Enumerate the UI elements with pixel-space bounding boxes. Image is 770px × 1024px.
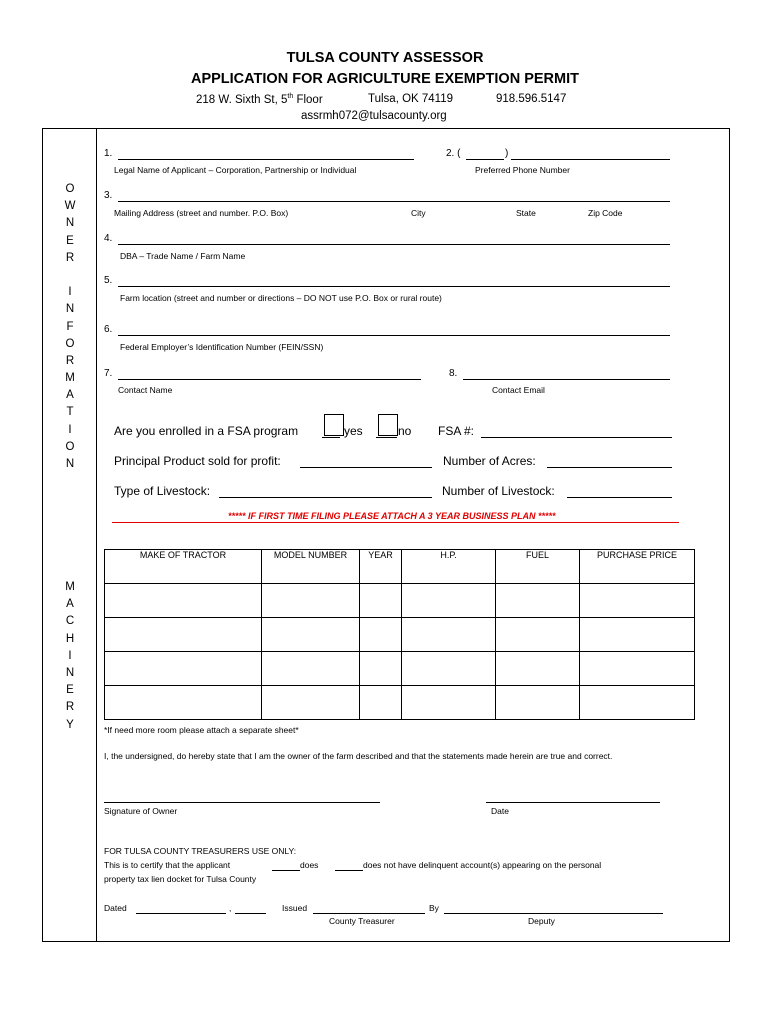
side-letter: N — [65, 303, 75, 316]
side-letter: N — [65, 217, 75, 230]
fuel-cell[interactable] — [496, 584, 580, 618]
dated-field[interactable] — [136, 913, 226, 914]
notice-underline — [112, 522, 679, 523]
side-letter: M — [65, 372, 75, 385]
livestock-type-field[interactable] — [219, 497, 432, 498]
year-cell[interactable] — [360, 584, 402, 618]
header-model: MODEL NUMBER — [262, 550, 360, 584]
dated-comma: , — [229, 903, 232, 913]
field-4-number: 4. — [104, 233, 113, 244]
make-cell[interactable] — [105, 618, 262, 652]
side-letter: E — [66, 234, 74, 247]
treasurer-line2: property tax lien docket for Tulsa County — [104, 874, 257, 884]
farm-location-field[interactable] — [118, 286, 670, 287]
table-row — [105, 618, 695, 652]
principal-product-label: Principal Product sold for profit: — [114, 454, 281, 468]
city-caption: City — [411, 208, 426, 218]
agency-address: 218 W. Sixth St, 5th Floor — [196, 93, 323, 106]
business-plan-notice: ***** IF FIRST TIME FILING PLEASE ATTACH A 3 YEAR BUSINESS PLAN ***** — [228, 511, 556, 521]
fsa-no-label: no — [398, 424, 412, 438]
fuel-cell[interactable] — [496, 652, 580, 686]
field-6-number: 6. — [104, 324, 113, 335]
acres-label: Number of Acres: — [443, 454, 536, 468]
treasurer-heading: FOR TULSA COUNTY TREASURERS USE ONLY: — [104, 846, 297, 856]
hp-cell[interactable] — [402, 584, 496, 618]
side-letter: C — [65, 615, 75, 628]
model-cell[interactable] — [262, 686, 360, 720]
side-letter: N — [65, 666, 75, 679]
side-letter: A — [66, 598, 74, 611]
machinery-side-label — [60, 579, 80, 734]
make-cell[interactable] — [105, 652, 262, 686]
deputy-field[interactable] — [444, 913, 663, 914]
does-field[interactable] — [272, 870, 300, 871]
does-not-field[interactable] — [335, 870, 363, 871]
form-title: APPLICATION FOR AGRICULTURE EXEMPTION PERMIT — [190, 71, 579, 87]
price-cell[interactable] — [580, 584, 695, 618]
year-cell[interactable] — [360, 652, 402, 686]
make-cell[interactable] — [105, 584, 262, 618]
hp-cell[interactable] — [402, 686, 496, 720]
year-cell[interactable] — [360, 618, 402, 652]
machinery-note: *If need more room please attach a separate sheet* — [104, 725, 299, 735]
contact-name-field[interactable] — [118, 379, 421, 380]
price-cell[interactable] — [580, 686, 695, 720]
machinery-table — [104, 549, 695, 720]
fsa-yes-label: yes — [344, 424, 363, 438]
legal-name-caption: Legal Name of Applicant – Corporation, Partnership or Individual — [114, 165, 357, 175]
side-letter: H — [65, 632, 75, 645]
side-letter: M — [65, 581, 75, 593]
fsa-no-line — [376, 437, 397, 438]
fuel-cell[interactable] — [496, 618, 580, 652]
side-letter: O — [65, 440, 75, 453]
dba-field[interactable] — [118, 244, 670, 245]
issued-label: Issued — [282, 903, 308, 913]
owner-signature-field[interactable] — [104, 802, 380, 803]
side-letter: R — [65, 354, 75, 367]
side-letter: Y — [66, 718, 74, 731]
hp-cell[interactable] — [402, 652, 496, 686]
deputy-label: Deputy — [528, 916, 555, 926]
header-purchase-price: PURCHASE PRICE — [580, 550, 695, 584]
mailing-address-field[interactable] — [118, 201, 670, 202]
field-7-number: 7. — [104, 368, 113, 379]
year-cell[interactable] — [360, 686, 402, 720]
contact-email-caption: Contact Email — [492, 385, 545, 395]
make-cell[interactable] — [105, 686, 262, 720]
side-letter — [60, 267, 80, 284]
hp-cell[interactable] — [402, 618, 496, 652]
fsa-yes-checkbox[interactable] — [324, 414, 344, 436]
declaration-text: I, the undersigned, do hereby state that I am the owner of the farm described and that the statements made herein are true and correct. — [104, 751, 613, 761]
fsa-number-field[interactable] — [481, 437, 672, 438]
signature-label: Signature of Owner — [104, 806, 178, 816]
contact-email-field[interactable] — [463, 379, 670, 380]
agency-phone: 918.596.5147 — [496, 93, 567, 105]
livestock-number-field[interactable] — [567, 497, 672, 498]
issued-field[interactable] — [313, 913, 425, 914]
fein-caption: Federal Employer’s Identification Number (FEIN/SSN) — [120, 342, 324, 352]
dba-caption: DBA – Trade Name / Farm Name — [120, 251, 246, 261]
header-hp: H.P. — [402, 550, 496, 584]
farm-location-caption: Farm location (street and number or directions – DO NOT use P.O. Box or rural route) — [120, 293, 442, 303]
price-cell[interactable] — [580, 618, 695, 652]
model-cell[interactable] — [262, 652, 360, 686]
side-letter: R — [65, 251, 75, 264]
agency-title: TULSA COUNTY ASSESSOR — [286, 50, 484, 66]
area-code-field[interactable] — [466, 159, 504, 160]
side-letter: I — [68, 286, 72, 299]
mailing-address-caption: Mailing Address (street and number. P.O. Box) — [114, 208, 289, 218]
table-row — [105, 584, 695, 618]
contact-name-caption: Contact Name — [118, 385, 173, 395]
county-treasurer-label: County Treasurer — [329, 916, 395, 926]
model-cell[interactable] — [262, 618, 360, 652]
treasurer-line1a: This is to certify that the applicant — [104, 860, 231, 870]
field-8-number: 8. — [449, 368, 458, 379]
dated-year-field[interactable] — [235, 913, 266, 914]
date-label: Date — [491, 806, 509, 816]
phone-caption: Preferred Phone Number — [475, 165, 570, 175]
side-letter: W — [64, 200, 76, 213]
side-letter: R — [65, 701, 75, 714]
principal-product-field[interactable] — [300, 467, 432, 468]
phone-field[interactable] — [511, 159, 670, 160]
side-letter: O — [65, 183, 75, 195]
side-letter: O — [65, 337, 75, 350]
state-caption: State — [516, 208, 536, 218]
header-make: MAKE OF TRACTOR — [105, 550, 262, 584]
agency-city: Tulsa, OK 74119 — [368, 93, 454, 105]
fsa-number-label: FSA #: — [438, 424, 475, 438]
side-letter: T — [66, 406, 74, 419]
field-2-number: 2. ( — [446, 148, 461, 159]
table-row — [105, 686, 695, 720]
legal-name-field[interactable] — [118, 159, 414, 160]
side-letter: E — [66, 684, 74, 697]
header-fuel: FUEL — [496, 550, 580, 584]
fsa-no-checkbox[interactable] — [378, 414, 398, 436]
signature-date-field[interactable] — [486, 802, 660, 803]
fuel-cell[interactable] — [496, 686, 580, 720]
field-2-paren: ) — [505, 148, 509, 159]
owner-information-side-label — [60, 181, 80, 473]
header-year: YEAR — [360, 550, 402, 584]
dated-label: Dated — [104, 903, 127, 913]
table-row — [105, 652, 695, 686]
side-letter: A — [66, 389, 74, 402]
fein-field[interactable] — [118, 335, 670, 336]
livestock-type-label: Type of Livestock: — [114, 484, 211, 498]
side-letter: I — [68, 423, 72, 436]
side-letter: I — [68, 649, 72, 662]
side-divider — [96, 128, 97, 942]
agency-email: assrmh072@tulsacounty.org — [301, 110, 447, 122]
fsa-yes-line — [322, 437, 340, 438]
field-3-number: 3. — [104, 190, 113, 201]
treasurer-does: does — [300, 860, 319, 870]
model-cell[interactable] — [262, 584, 360, 618]
livestock-number-label: Number of Livestock: — [442, 484, 555, 498]
side-letter: N — [65, 458, 75, 470]
zip-caption: Zip Code — [588, 208, 623, 218]
treasurer-line1c: does not have delinquent account(s) appearing on the personal — [363, 860, 602, 870]
field-5-number: 5. — [104, 275, 113, 286]
acres-field[interactable] — [547, 467, 672, 468]
side-letter: F — [66, 320, 74, 333]
field-1-number: 1. — [104, 148, 113, 159]
price-cell[interactable] — [580, 652, 695, 686]
by-label: By — [429, 903, 439, 913]
fsa-program-question: Are you enrolled in a FSA program — [114, 424, 299, 438]
